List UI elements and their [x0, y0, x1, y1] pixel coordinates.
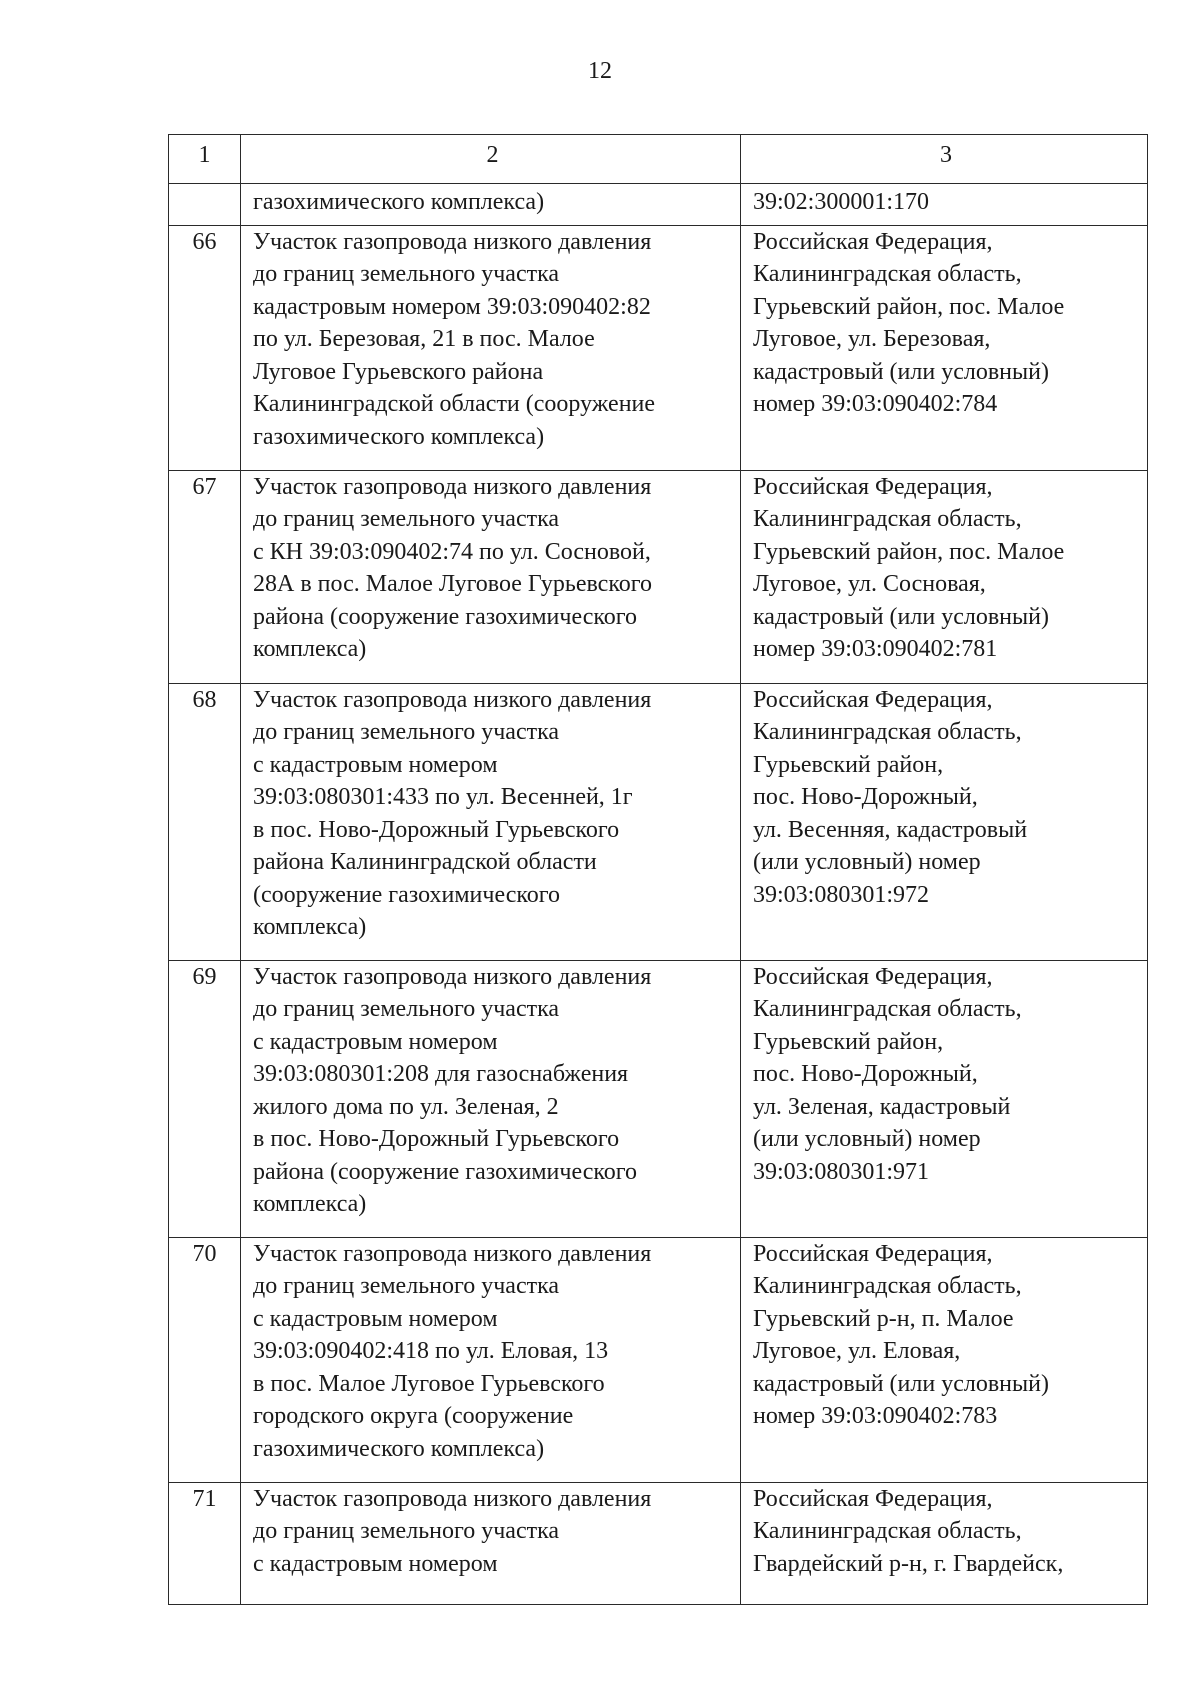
address-line: Гвардейский р-н, г. Гвардейск, — [753, 1550, 1064, 1577]
object-address — [741, 683, 1148, 960]
address-line: Гурьевский район, пос. Малое — [753, 538, 1065, 565]
address-line: номер 39:03:090402:781 — [753, 636, 998, 662]
description-line: до границ земельного участка — [253, 506, 560, 532]
address-line: 39:03:080301:972 — [753, 881, 930, 908]
object-description — [241, 470, 741, 683]
object-description — [241, 1482, 741, 1604]
column-header-2: 2 — [241, 135, 741, 184]
table-header-row — [169, 135, 1148, 184]
description-line: 39:03:080301:208 для газоснабжения — [253, 1061, 629, 1087]
description-line: до границ земельного участка — [253, 1273, 560, 1299]
address-line: Гурьевский район, пос. Малое — [753, 293, 1065, 320]
table-row — [169, 225, 1148, 470]
address-line: Российская Федерация, — [753, 686, 993, 713]
table-row — [169, 470, 1148, 683]
description-line: городского округа (сооружение — [253, 1403, 574, 1429]
object-description — [241, 225, 741, 470]
row-number: 70 — [169, 1237, 241, 1482]
address-line: кадастровый (или условный) — [753, 603, 1049, 630]
address-line: номер 39:03:090402:784 — [753, 391, 998, 417]
description-line: жилого дома по ул. Зеленая, 2 — [253, 1093, 559, 1120]
table-row — [169, 1482, 1148, 1604]
address-line: Калининградская область, — [753, 1273, 1022, 1299]
address-line: кадастровый (или условный) — [753, 358, 1049, 385]
description-line: района (сооружение газохимического — [253, 1158, 638, 1185]
description-line: Калининградской области (сооружение — [253, 391, 656, 417]
description-line: комплекса) — [253, 1191, 367, 1217]
description-line: с КН 39:03:090402:74 по ул. Сосновой, — [253, 538, 651, 565]
address-line: ул. Зеленая, кадастровый — [753, 1093, 1011, 1120]
object-address — [741, 1482, 1148, 1604]
description-line: газохимического комплекса) — [253, 189, 545, 215]
description-line: до границ земельного участка — [253, 261, 560, 287]
table-row — [169, 184, 1148, 226]
table-row — [169, 683, 1148, 960]
row-number: 71 — [169, 1482, 241, 1604]
address-line: пос. Ново-Дорожный, — [753, 784, 978, 810]
description-line: с кадастровым номером — [253, 751, 498, 778]
row-number: 68 — [169, 683, 241, 960]
object-address — [741, 225, 1148, 470]
description-line: с кадастровым номером — [253, 1305, 498, 1332]
address-line: Гурьевский район, — [753, 1028, 944, 1055]
description-line: района (сооружение газохимического — [253, 603, 638, 630]
address-line: Гурьевский район, — [753, 751, 944, 778]
address-line: Российская Федерация, — [753, 1485, 993, 1512]
description-line: газохимического комплекса) — [253, 423, 545, 450]
address-line: 39:02:300001:170 — [753, 189, 930, 215]
description-line: Участок газопровода низкого давления — [253, 1240, 652, 1267]
table-row — [169, 1237, 1148, 1482]
description-line: (сооружение газохимического — [253, 881, 561, 908]
column-header-1: 1 — [169, 135, 241, 184]
address-line: (или условный) номер — [753, 1126, 981, 1152]
address-line: Российская Федерация, — [753, 1240, 993, 1267]
address-line: Калининградская область, — [753, 506, 1022, 532]
description-line: 28А в пос. Малое Луговое Гурьевского — [253, 571, 653, 597]
object-address — [741, 1237, 1148, 1482]
object-description — [241, 683, 741, 960]
address-line: Калининградская область, — [753, 719, 1022, 745]
address-line: 39:03:080301:971 — [753, 1158, 930, 1185]
description-line: 39:03:090402:418 по ул. Еловая, 13 — [253, 1338, 609, 1364]
description-line: Участок газопровода низкого давления — [253, 473, 652, 500]
page-number: 12 — [588, 58, 612, 84]
description-line: Участок газопровода низкого давления — [253, 686, 652, 713]
object-description — [241, 960, 741, 1237]
row-number — [169, 184, 241, 226]
object-description — [241, 184, 741, 226]
object-address — [741, 470, 1148, 683]
row-number: 69 — [169, 960, 241, 1237]
address-line: Российская Федерация, — [753, 473, 993, 500]
address-line: пос. Ново-Дорожный, — [753, 1061, 978, 1087]
object-address — [741, 184, 1148, 226]
description-line: до границ земельного участка — [253, 719, 560, 745]
description-line: комплекса) — [253, 636, 367, 662]
object-address — [741, 960, 1148, 1237]
row-number: 67 — [169, 470, 241, 683]
address-line: Калининградская область, — [753, 261, 1022, 287]
description-line: до границ земельного участка — [253, 996, 560, 1022]
column-header-3: 3 — [741, 135, 1148, 184]
table-row — [169, 960, 1148, 1237]
address-line: Российская Федерация, — [753, 228, 993, 255]
description-line: до границ земельного участка — [253, 1518, 560, 1544]
address-line: Луговое, ул. Березовая, — [753, 326, 991, 352]
address-line: номер 39:03:090402:783 — [753, 1403, 998, 1429]
description-line: с кадастровым номером — [253, 1550, 498, 1577]
address-line: Калининградская область, — [753, 996, 1022, 1022]
address-line: Российская Федерация, — [753, 963, 993, 990]
address-line: Гурьевский р-н, п. Малое — [753, 1305, 1014, 1332]
description-line: Участок газопровода низкого давления — [253, 228, 652, 255]
property-table — [168, 134, 1148, 1605]
description-line: газохимического комплекса) — [253, 1435, 545, 1462]
description-line: в пос. Ново-Дорожный Гурьевского — [253, 816, 620, 843]
description-line: комплекса) — [253, 914, 367, 940]
description-line: с кадастровым номером — [253, 1028, 498, 1055]
description-line: 39:03:080301:433 по ул. Весенней, 1г — [253, 784, 633, 810]
description-line: в пос. Ново-Дорожный Гурьевского — [253, 1126, 620, 1152]
address-line: ул. Весенняя, кадастровый — [753, 816, 1028, 843]
description-line: Участок газопровода низкого давления — [253, 963, 652, 990]
description-line: по ул. Березовая, 21 в пос. Малое — [253, 326, 595, 352]
description-line: в пос. Малое Луговое Гурьевского — [253, 1370, 605, 1397]
object-description — [241, 1237, 741, 1482]
row-number: 66 — [169, 225, 241, 470]
description-line: района Калининградской области — [253, 849, 597, 875]
address-line: (или условный) номер — [753, 849, 981, 875]
address-line: Луговое, ул. Сосновая, — [753, 571, 986, 597]
description-line: Участок газопровода низкого давления — [253, 1485, 652, 1512]
description-line: Луговое Гурьевского района — [253, 358, 544, 385]
description-line: кадастровым номером 39:03:090402:82 — [253, 293, 651, 320]
address-line: кадастровый (или условный) — [753, 1370, 1049, 1397]
address-line: Калининградская область, — [753, 1518, 1022, 1544]
address-line: Луговое, ул. Еловая, — [753, 1338, 961, 1364]
